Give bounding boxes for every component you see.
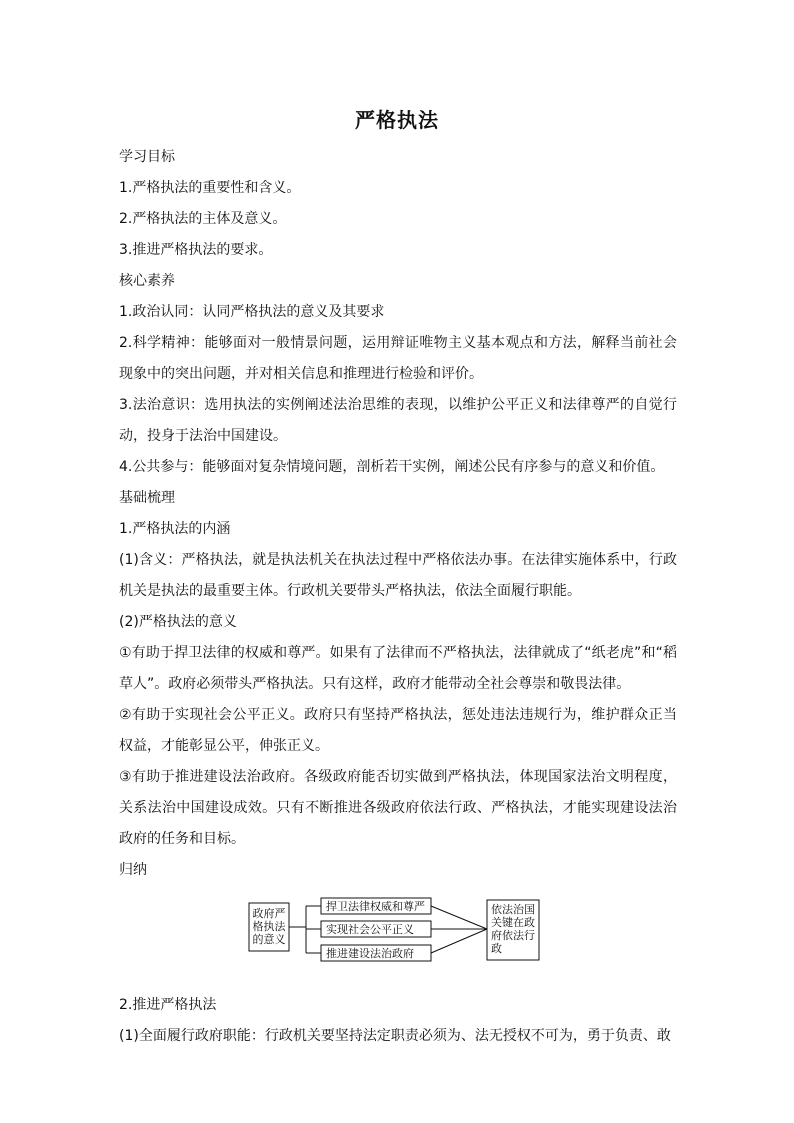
goals-heading: 学习目标: [119, 149, 175, 165]
document-body: [119, 142, 677, 1052]
diagram-converge-top: [431, 906, 487, 929]
literacy-heading: 核心素养: [119, 273, 175, 289]
literacy-item-4: 4.公共参与：能够面对复杂情境问题，剖析若干实例，阐述公民有序参与的意义和价值。: [119, 459, 665, 475]
significance-item-3: ③有助于推进建设法治政府。各级政府能否切实做到严格执法，体现国家法治文明程度，关系法治中国建设成效。只有不断推进各级政府依法行政、严格执法，才能实现建设法治政府的任务和目标。: [119, 769, 677, 847]
summary-heading: 归纳: [119, 862, 147, 878]
basics-1-meaning: (1)含义：严格执法，就是执法机关在执法过程中严格依法办事。在法律实施体系中，行政机关是执法的最重要主体。行政机关要带头严格执法，依法全面履行职能。: [119, 552, 677, 599]
diagram-right-line-2: 关键在政: [491, 916, 535, 929]
diagram-converge-bottom: [431, 929, 487, 953]
basics-1-heading: 1.严格执法的内涵: [119, 521, 231, 537]
diagram-middle-text-3: 推进建设法治政府: [326, 947, 414, 960]
summary-diagram-svg: [248, 896, 548, 976]
literacy-item-3: 3.法治意识：选用执法的实例阐述法治思维的表现，以维护公平正义和法律尊严的自觉行动，投身于法治中国建设。: [119, 397, 677, 444]
diagram-right-line-1: 依法治国: [491, 903, 535, 916]
goal-item-3: 3.推进严格执法的要求。: [119, 242, 273, 258]
literacy-item-1: 1.政治认同：认同严格执法的意义及其要求: [119, 304, 385, 320]
goal-item-1: 1.严格执法的重要性和含义。: [119, 180, 301, 196]
diagram-right-line-4: 政: [491, 942, 502, 955]
diagram-left-line-2: 格执法: [252, 920, 286, 933]
goal-item-2: 2.严格执法的主体及意义。: [119, 211, 287, 227]
basics-1-significance-heading: (2)严格执法的意义: [119, 614, 237, 630]
literacy-item-2: 2.科学精神：能够面对一般情景问题，运用辩证唯物主义基本观点和方法，解释当前社会现象中的突出问题，并对相关信息和推理进行检验和评价。: [119, 335, 677, 382]
page-title: 严格执法: [355, 108, 439, 132]
basics-2-item-1: (1)全面履行政府职能：行政机关要坚持法定职责必须为、法无授权不可为，勇于负责、敢: [119, 1028, 671, 1044]
diagram-middle-text-1: 捍卫法律权威和尊严: [326, 900, 425, 913]
basics-heading: 基础梳理: [119, 490, 175, 506]
summary-diagram: [119, 890, 677, 990]
basics-2-heading: 2.推进严格执法: [119, 997, 217, 1013]
diagram-left-line-1: 政府严: [252, 907, 286, 920]
significance-item-1: ①有助于捍卫法律的权威和尊严。如果有了法律而不严格执法，法律就成了“纸老虎”和“稻草人”。政府必须带头严格执法。只有这样，政府才能带动全社会尊崇和敬畏法律。: [119, 645, 677, 692]
diagram-left-line-3: 的意义: [252, 933, 286, 946]
diagram-right-line-3: 府依法行: [491, 929, 535, 942]
diagram-middle-text-2: 实现社会公平正义: [326, 923, 414, 936]
significance-item-2: ②有助于实现社会公平正义。政府只有坚持严格执法，惩处违法违规行为，维护群众正当权益，才能彰显公平，伸张正义。: [119, 707, 677, 754]
